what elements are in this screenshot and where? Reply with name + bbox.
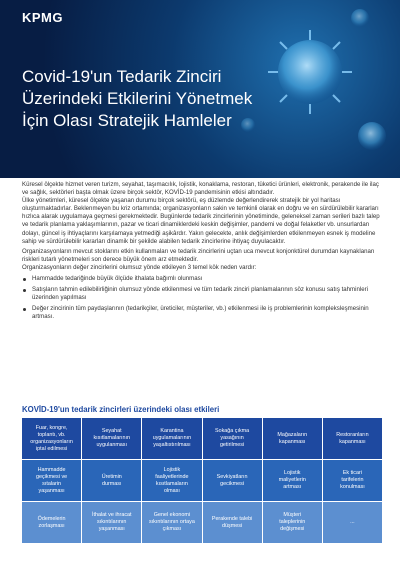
effect-cell <box>22 502 81 543</box>
effect-cell <box>142 460 201 501</box>
effect-cell-line: Ödemelerin <box>37 515 66 522</box>
effect-cell <box>263 502 322 543</box>
effect-cell-line: sıkıntılarının ortaya <box>148 519 195 525</box>
effect-cell-line: kapanması <box>279 438 306 445</box>
effect-cell-line: kapanması <box>339 438 366 445</box>
effect-cell <box>82 460 141 501</box>
effect-cell <box>263 418 322 459</box>
effect-cell-line: Sokağa çıkma <box>214 428 250 434</box>
effects-table-title: KOVİD-19'un tedarik zincirleri üzerindeki olası etkileri <box>22 405 220 414</box>
title-line-2: Üzerindeki Etkilerini Yönetmek <box>22 89 253 108</box>
effect-cell <box>203 418 262 459</box>
effect-cell-line: Lojistik <box>163 466 181 473</box>
effect-cell <box>82 418 141 459</box>
effect-cell-line: konulması <box>340 484 365 490</box>
list-item: Hammadde tedariğinde büyük ölçüde ithalata bağımlı olunması <box>22 275 382 283</box>
effect-cell-line: Karantina <box>160 428 184 434</box>
page-title <box>22 66 272 132</box>
effect-cell-line: gecikmesi <box>220 480 245 487</box>
effect-cell <box>323 460 382 501</box>
list-item: Satışların tahmin edilebilirliğinin olumsuz yönde etkilenmesi ve tüm tedarik zinciri planlamalarının söz konusu satış tahminleri üzerinden yapılması <box>22 286 382 302</box>
effect-cell-line: yaşanması <box>98 526 125 532</box>
effect-cell <box>323 418 382 459</box>
effect-cell <box>22 418 81 459</box>
effect-cell-line: Ek ticari <box>342 470 362 476</box>
title-line-3: İçin Olası Stratejik Hamleler <box>22 111 232 130</box>
effect-cell <box>263 460 322 501</box>
effect-cell-line: değişmesi <box>280 526 305 532</box>
list-item: Değer zincirinin tüm paydaşlarının (tedarikçiler, üreticiler, müşteriler, vb.) etkilenmesi ile iş problemlerinin kompleksleşmesinin artması. <box>22 305 382 321</box>
effect-cell <box>323 502 382 543</box>
effect-cell-line: Hammadde <box>37 466 66 473</box>
effect-cell-line: kısıtlamaların <box>155 480 188 487</box>
paragraph-intro: Küresel ölçekte hizmet veren turizm, seyahat, taşımacılık, lojistik, konaklama, restoran, tüketici ürünleri, elektronik, perakende ile ilaç ve sağlık, sektörleri başta olmak üzere birçok sektör, KOVİD-19 pandemisinin etkisi altındadır. <box>22 181 379 197</box>
effect-cell-line: iptal edilmesi <box>35 445 68 452</box>
effect-cell-line: uygulamalarının <box>152 435 192 441</box>
effect-cell <box>142 502 201 543</box>
effects-grid <box>22 418 382 543</box>
effect-cell-line: çıkması <box>162 526 182 532</box>
hero-banner <box>0 0 400 178</box>
effect-cell-line: Üretimin <box>101 473 122 480</box>
effect-cell-line: durması <box>102 480 122 487</box>
effect-cell-line: Restoranların <box>336 431 369 438</box>
paragraph-root-causes: Organizasyonların değer zincirlerini olumsuz yönde etkileyen 3 temel kök neden vardır: <box>22 263 257 271</box>
effect-cell-line: taleplerinin <box>279 519 306 525</box>
paragraph-stocks: Organizasyonların mevcut stoklarını etkin kullanmaları ve tedarik zincirlerini uçtan uca mevcut konjonktürel durumdan kaynaklanan riskleri tutarlı yönetmeleri son derece büyük önem arz etmektedir. <box>22 247 375 263</box>
body-text <box>22 181 382 325</box>
effect-cell-line: geçikmesi ve <box>35 473 68 480</box>
effect-cell <box>22 460 81 501</box>
effect-cell-line: tarifelerin <box>341 477 364 483</box>
root-cause-list <box>22 275 382 321</box>
effect-cell-line: uygulanması <box>96 442 128 448</box>
effect-cell-line: getirilmesi <box>219 442 245 448</box>
effect-cell-line: olması <box>163 487 180 494</box>
virus-large <box>268 30 352 114</box>
effect-cell <box>203 460 262 501</box>
effect-cell-line: maliyetlerin <box>278 477 306 483</box>
effect-cell-line: Fuar, kongre, <box>35 424 68 431</box>
effect-cell-line: Lojistik <box>284 470 301 476</box>
effect-cell-line: kısıtlamalarının <box>93 435 131 441</box>
effect-cell-line: toplantı, vb. <box>37 431 66 438</box>
effect-cell-line: organizasyonların <box>30 438 73 445</box>
effect-cell-line: İthalat ve ihracat <box>91 512 132 518</box>
effect-cell <box>82 502 141 543</box>
effect-cell-line: Müşteri <box>283 512 302 518</box>
effect-cell-line: artması <box>283 484 302 490</box>
effect-cell-line: Sevkiyatların <box>216 473 248 480</box>
effect-cell-line: Perakende talebi <box>211 515 253 522</box>
effect-cell-line: yasağının <box>220 435 244 441</box>
kpmg-logo: KPMG <box>22 10 63 25</box>
effect-cell-line: yaşaltıstırılması <box>153 442 191 448</box>
effect-cell-line: yaşanması <box>38 487 65 494</box>
effect-cell-line: Genel ekonomi <box>153 512 191 518</box>
effect-cell-line: Seyahat <box>101 428 122 434</box>
effect-cell-line: ... <box>350 519 355 525</box>
effect-cell-line: düşmesi <box>222 522 243 529</box>
effect-cell <box>203 502 262 543</box>
effect-cell-line: faaliyetlerinde <box>155 473 189 480</box>
effect-cell <box>142 418 201 459</box>
effect-cell-line: zorlaşması <box>38 522 65 529</box>
effect-cell-line: sıkıntılarının <box>97 519 127 525</box>
title-line-1: Covid-19'un Tedarik Zinciri <box>22 67 222 86</box>
effect-cell-line: sıtalarin <box>42 480 62 487</box>
effect-cell-line: Mağazaların <box>277 431 308 438</box>
paragraph-strategy: Ülke yönetimleri, küresel ölçekte yaşanan durumu birçok sektörü, eş düzlemde değerlendirerek stratejik bir yol haritası oluşturmaktadırlar. Beklenmeyen bu kriz ortamında; organizasyonların sakin ve temkinli olarak en doğru ve en sürdürülebilir kararları hızlıca alarak uygulamaya geçmesi gerekmektedir. Bugünlerde tedarik zincirlerinin yönetiminde, geleneksel zaman serileri bazlı talep ve tedarik planlama yaklaşımlarının, pazar ve ticari dinamiklerdeki keskin değişimler, pandemi ve doğal felaketler vb. unsurlardan dolayı, güncel iş ihtiyaçlarını karşılamaya yetmediği aşikârdır. Yakın gelecekte, anlık değişimlerden etkilenmeyen esnek iş modeline sahip ve sürdürülebilir kararları dinamik bir şekilde alabilen tedarik zincirlerine ihtiyaç duyulacaktır. <box>22 197 380 245</box>
